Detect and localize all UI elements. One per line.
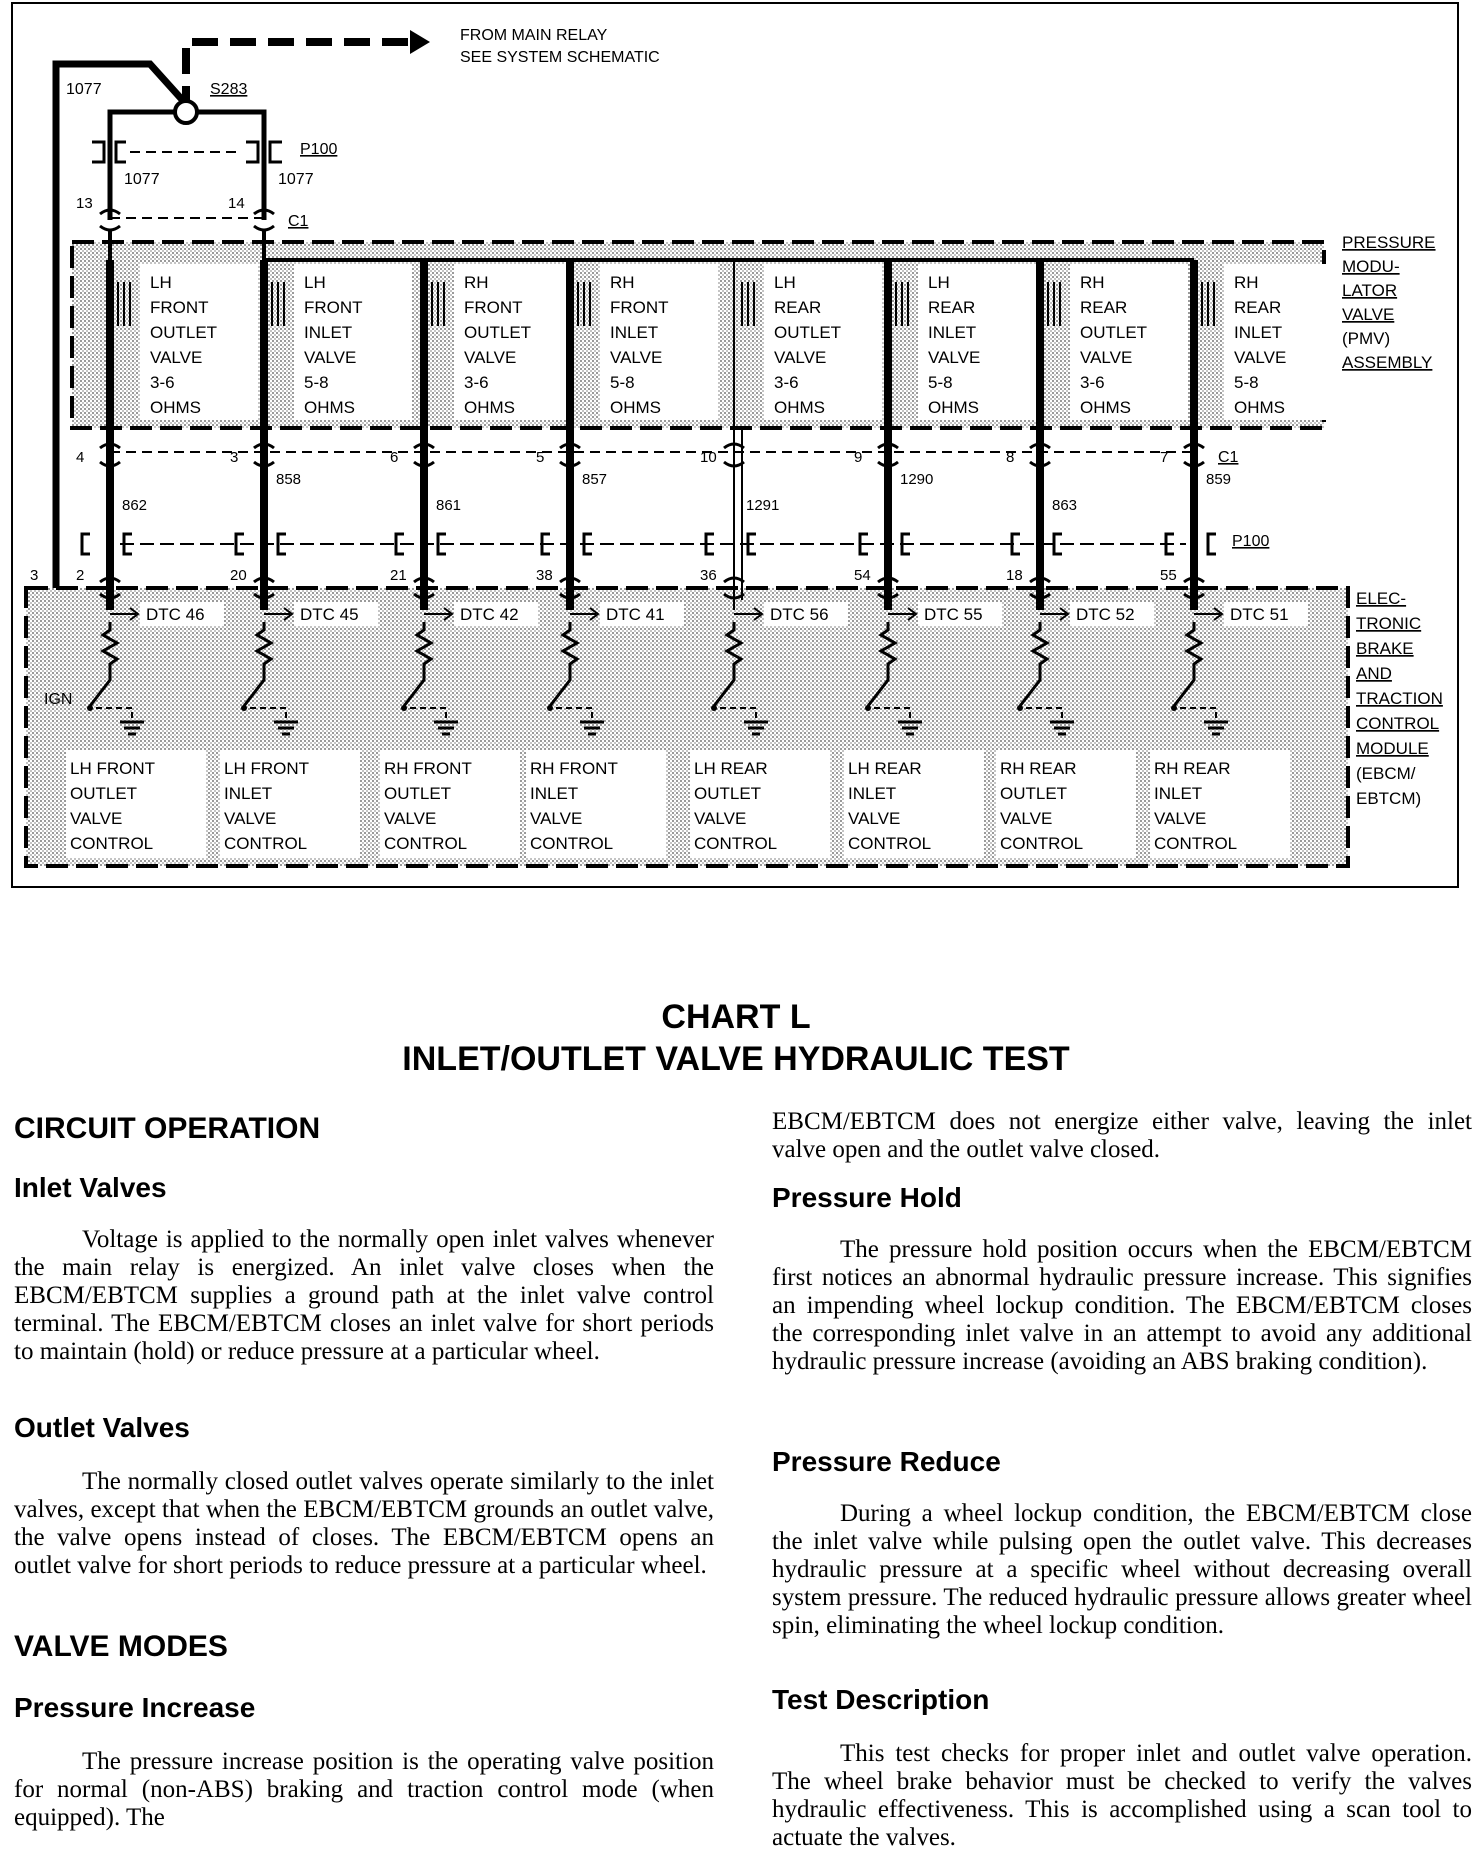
valve-channels <box>66 260 1342 858</box>
ebcm-pin-number: 21 <box>390 567 407 584</box>
control-text-line: VALVE <box>224 809 277 828</box>
ebcm-label-line: CONTROL <box>1356 714 1440 733</box>
ebcm-label-line: TRONIC <box>1356 614 1422 633</box>
c1-pin-number: 9 <box>854 449 863 466</box>
valve-text-line: OHMS <box>150 398 201 417</box>
valve-text-line: 3-6 <box>150 373 175 392</box>
valve-text-line: OHMS <box>464 398 515 417</box>
switch-pivot <box>711 705 717 711</box>
control-text-line: LH REAR <box>694 759 768 778</box>
valve-text-line: OHMS <box>1234 398 1285 417</box>
valve-text-line: 5-8 <box>1234 373 1259 392</box>
dtc-label: DTC 56 <box>770 605 829 624</box>
control-text-line: RH FRONT <box>530 759 618 778</box>
valve-text-line: REAR <box>1080 298 1128 317</box>
circuit-number: 857 <box>582 471 608 488</box>
dtc-label: DTC 52 <box>1076 605 1135 624</box>
switch-pivot <box>865 705 871 711</box>
valve-text-line: 5-8 <box>610 373 635 392</box>
circuit-number: 863 <box>1052 497 1078 514</box>
control-text-line: CONTROL <box>1000 834 1084 853</box>
continued-text: EBCM/EBTCM does not energize either valve, leaving the inlet valve open and the outlet valve closed. <box>772 1108 1472 1163</box>
switch-pivot <box>1171 705 1177 711</box>
control-text-line: INLET <box>224 784 273 803</box>
c1-pin-number: 4 <box>76 449 85 466</box>
c1-pin-number: 6 <box>390 449 399 466</box>
control-text-line: RH FRONT <box>384 759 472 778</box>
control-text-line: CONTROL <box>384 834 468 853</box>
c1-pin-number: 8 <box>1006 449 1015 466</box>
valve-modes-heading: VALVE MODES <box>14 1630 228 1663</box>
ebcm-label-line: EBTCM) <box>1356 789 1422 808</box>
valve-text-line: LH <box>774 273 796 292</box>
control-text-line: OUTLET <box>384 784 452 803</box>
control-text-line: LH FRONT <box>224 759 309 778</box>
valve-text-line: FRONT <box>464 298 523 317</box>
chart-title: CHART L <box>661 998 811 1036</box>
valve-text-line: REAR <box>1234 298 1282 317</box>
control-text-line: OUTLET <box>1000 784 1068 803</box>
outlet-valves-heading: Outlet Valves <box>14 1412 190 1443</box>
p100-bottom-label: P100 <box>1232 533 1270 550</box>
control-text-line: CONTROL <box>694 834 778 853</box>
valve-text-line: 3-6 <box>774 373 799 392</box>
control-text-line: CONTROL <box>224 834 308 853</box>
valve-text-line: RH <box>610 273 635 292</box>
switch-pivot <box>401 705 407 711</box>
valve-text-line: VALVE <box>774 348 827 367</box>
valve-text-line: FRONT <box>610 298 669 317</box>
ebcm-pin-number: 54 <box>854 567 871 584</box>
circuit-1077-right: 1077 <box>278 171 314 188</box>
switch-pivot <box>547 705 553 711</box>
c1-bottom-label: C1 <box>1218 449 1239 466</box>
control-text-line: INLET <box>848 784 897 803</box>
control-text-line: CONTROL <box>70 834 154 853</box>
control-text-line: VALVE <box>530 809 583 828</box>
pmv-label-line: ASSEMBLY <box>1342 353 1433 372</box>
switch-pivot <box>87 705 93 711</box>
pin-13: 13 <box>76 195 93 212</box>
valve-text-line: INLET <box>928 323 977 342</box>
c1-pin-number: 3 <box>230 449 239 466</box>
valve-text-line: FRONT <box>150 298 209 317</box>
control-text-line: CONTROL <box>848 834 932 853</box>
valve-text-line: VALVE <box>150 348 203 367</box>
control-text-line: VALVE <box>1000 809 1053 828</box>
inlet-valves-heading: Inlet Valves <box>14 1172 167 1203</box>
switch-pivot <box>1017 705 1023 711</box>
ebcm-pin-number: 20 <box>230 567 247 584</box>
ebcm-pin-number: 36 <box>700 567 717 584</box>
valve-text-line: 5-8 <box>304 373 329 392</box>
pressure-hold-heading: Pressure Hold <box>772 1182 962 1213</box>
main-relay-feed <box>186 42 420 112</box>
valve-text-line: OUTLET <box>774 323 842 342</box>
valve-text-line: VALVE <box>304 348 357 367</box>
test-description-heading: Test Description <box>772 1684 990 1715</box>
ebcm-label-line: AND <box>1356 664 1392 683</box>
control-text-line: VALVE <box>70 809 123 828</box>
splice-s283 <box>175 101 197 123</box>
control-text-line: VALVE <box>694 809 747 828</box>
relay-note-line2: SEE SYSTEM SCHEMATIC <box>460 49 660 66</box>
circuit-1077-left: 1077 <box>124 171 160 188</box>
ebcm-label-line: ELEC- <box>1356 589 1407 608</box>
valve-text-line: VALVE <box>1234 348 1287 367</box>
dtc-label: DTC 42 <box>460 605 519 624</box>
outlet-valves-text: The normally closed outlet valves operate similarly to the inlet valves, except that when the EBCM/EBTCM grounds an outlet valve, the valve opens instead of closes. The EBCM/EBTCM opens an outlet valve for short periods to reduce pressure at a particular wheel. <box>14 1468 714 1579</box>
pressure-reduce-text: During a wheel lockup condition, the EBCM/EBTCM close the inlet valve while pulsing open the outlet valve. This decreases hydraulic pressure at a specific wheel without decreasing overall system pressure. The reduced hydraulic pressure allows greater wheel spin, eliminating the wheel lockup condition. <box>772 1500 1472 1639</box>
valve-text-line: INLET <box>1234 323 1283 342</box>
inlet-valves-text: Voltage is applied to the normally open inlet valves whenever the main relay is energized. An inlet valve closes when the EBCM/EBTCM supplies a ground path at the inlet valve control terminal. The EBCM/EBTCM closes an inlet valve for short periods to maintain (hold) or reduce pressure at a particular wheel. <box>14 1226 714 1365</box>
valve-text-line: VALVE <box>928 348 981 367</box>
pmv-label-line: MODU- <box>1342 257 1400 276</box>
switch-pivot <box>241 705 247 711</box>
ebcm-label-line: BRAKE <box>1356 639 1414 658</box>
circuit-number: 1290 <box>900 471 934 488</box>
ebcm-label-line: MODULE <box>1356 739 1429 758</box>
circuit-number: 859 <box>1206 471 1232 488</box>
ign-label: IGN <box>44 691 73 708</box>
ebcm-pin-number: 2 <box>76 567 85 584</box>
pmv-label-line: PRESSURE <box>1342 233 1436 252</box>
valve-text-line: OUTLET <box>150 323 218 342</box>
circuit-number: 1291 <box>746 497 780 514</box>
control-text-line: LH FRONT <box>70 759 155 778</box>
pressure-hold-text: The pressure hold position occurs when the EBCM/EBTCM first notices an abnormal hydraulic pressure increase. This signifies an impending wheel lockup condition. The EBCM/EBTCM closes the corresponding inlet valve in an attempt to avoid any additional hydraulic pressure increase (avoiding an ABS braking condition). <box>772 1236 1472 1375</box>
valve-text-line: LH <box>150 273 172 292</box>
valve-text-line: OUTLET <box>1080 323 1148 342</box>
circuit-1077-top: 1077 <box>66 81 102 98</box>
c1-top-terminals <box>100 210 274 230</box>
valve-text-line: OHMS <box>928 398 979 417</box>
p100-top-label: P100 <box>300 141 338 158</box>
valve-text-line: 3-6 <box>1080 373 1105 392</box>
valve-text-line: OHMS <box>774 398 825 417</box>
c1-pin-number: 5 <box>536 449 545 466</box>
control-text-line: RH REAR <box>1154 759 1231 778</box>
valve-text-line: REAR <box>774 298 822 317</box>
ebcm-pin-number: 55 <box>1160 567 1177 584</box>
chart-subtitle: INLET/OUTLET VALVE HYDRAULIC TEST <box>402 1040 1070 1078</box>
dtc-label: DTC 51 <box>1230 605 1289 624</box>
valve-text-line: INLET <box>304 323 353 342</box>
valve-text-line: 3-6 <box>464 373 489 392</box>
ebcm-label-line: (EBCM/ <box>1356 764 1416 783</box>
pmv-label <box>1342 233 1436 372</box>
pressure-increase-heading: Pressure Increase <box>14 1692 256 1723</box>
control-text-line: CONTROL <box>530 834 614 853</box>
valve-text-line: OHMS <box>1080 398 1131 417</box>
control-text-line: RH REAR <box>1000 759 1077 778</box>
valve-text-line: FRONT <box>304 298 363 317</box>
splice-label: S283 <box>210 81 248 98</box>
ebcm-label-line: TRACTION <box>1356 689 1443 708</box>
circuit-number: 858 <box>276 471 302 488</box>
pmv-label-line: (PMV) <box>1342 329 1391 348</box>
valve-text-line: OUTLET <box>464 323 532 342</box>
valve-text-line: LH <box>304 273 326 292</box>
control-text-line: OUTLET <box>70 784 138 803</box>
dtc-label: DTC 45 <box>300 605 359 624</box>
dtc-label: DTC 46 <box>146 605 205 624</box>
valve-text-line: OHMS <box>610 398 661 417</box>
circuit-number: 861 <box>436 497 462 514</box>
pressure-increase-text: The pressure increase position is the operating valve position for normal (non-ABS) braking and traction control mode (when equipped). The <box>14 1748 714 1831</box>
c1-pin-number: 7 <box>1160 449 1169 466</box>
valve-text-line: RH <box>1234 273 1259 292</box>
valve-text-line: RH <box>464 273 489 292</box>
control-text-line: OUTLET <box>694 784 762 803</box>
pmv-label-line: LATOR <box>1342 281 1398 300</box>
ign-pin: 3 <box>30 567 39 584</box>
dtc-label: DTC 41 <box>606 605 665 624</box>
c1-pin-number: 10 <box>700 449 717 466</box>
c1-top-label: C1 <box>288 213 309 230</box>
valve-text-line: REAR <box>928 298 976 317</box>
ebcm-pin-number: 38 <box>536 567 553 584</box>
control-text-line: VALVE <box>848 809 901 828</box>
test-description-text: This test checks for proper inlet and outlet valve operation. The wheel brake behavior must be checked to verify the valves hydraulic effectiveness. This is accomplished using a scan tool to actuate the valves. <box>772 1740 1472 1851</box>
control-text-line: LH REAR <box>848 759 922 778</box>
circuit-number: 862 <box>122 497 148 514</box>
dtc-label: DTC 55 <box>924 605 983 624</box>
control-text-line: INLET <box>530 784 579 803</box>
pmv-label-line: VALVE <box>1342 305 1395 324</box>
valve-text-line: VALVE <box>610 348 663 367</box>
pin-14: 14 <box>228 195 245 212</box>
valve-text-line: VALVE <box>1080 348 1133 367</box>
control-text-line: INLET <box>1154 784 1203 803</box>
wiring-diagram <box>0 0 1472 900</box>
control-text-line: VALVE <box>384 809 437 828</box>
pressure-reduce-heading: Pressure Reduce <box>772 1446 1001 1477</box>
control-text-line: CONTROL <box>1154 834 1238 853</box>
valve-text-line: VALVE <box>464 348 517 367</box>
circuit-operation-heading: CIRCUIT OPERATION <box>14 1112 321 1145</box>
ebcm-pin-number: 18 <box>1006 567 1023 584</box>
valve-text-line: LH <box>928 273 950 292</box>
main-relay-arrow <box>410 30 430 54</box>
valve-text-line: 5-8 <box>928 373 953 392</box>
control-text-line: VALVE <box>1154 809 1207 828</box>
ebcm-label <box>1356 589 1443 808</box>
relay-note-line1: FROM MAIN RELAY <box>460 27 608 44</box>
valve-text-line: RH <box>1080 273 1105 292</box>
valve-text-line: OHMS <box>304 398 355 417</box>
valve-text-line: INLET <box>610 323 659 342</box>
